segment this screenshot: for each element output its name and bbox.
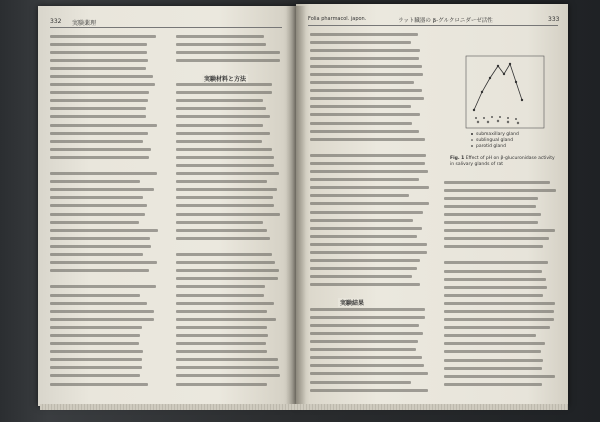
text-line [50, 226, 158, 234]
text-line [176, 178, 280, 186]
curve-submaxillary-points [473, 63, 523, 111]
text-line [310, 265, 430, 273]
text-line [50, 178, 158, 186]
text-line [176, 291, 280, 299]
text-line [310, 38, 430, 46]
text-line [310, 321, 430, 329]
text-line [50, 234, 158, 242]
left-header-rule [50, 27, 282, 28]
text-line [310, 160, 430, 168]
text-line [50, 372, 158, 380]
text-line [50, 242, 158, 250]
text-line [176, 210, 280, 218]
text-line [444, 178, 556, 186]
text-line [50, 218, 158, 226]
text-line [444, 316, 556, 324]
text-line [50, 380, 158, 388]
text-line [50, 129, 158, 137]
text-line [176, 275, 280, 283]
text-line [444, 340, 556, 348]
text-line [444, 267, 556, 275]
right-column-2-text [444, 178, 556, 396]
curve-sublingual-points [475, 116, 517, 120]
text-line [444, 308, 556, 316]
text-line [310, 168, 430, 176]
text-line [444, 324, 556, 332]
text-line [444, 243, 556, 251]
text-line [50, 32, 158, 40]
text-line [176, 32, 280, 40]
text-line [310, 208, 430, 216]
text-line [50, 275, 158, 283]
text-line [50, 194, 158, 202]
text-line [176, 267, 280, 275]
text-line [176, 40, 280, 48]
text-line [310, 257, 430, 265]
text-line [176, 299, 280, 307]
text-line [176, 186, 280, 194]
text-line [310, 103, 430, 111]
text-line [444, 283, 556, 291]
text-line [310, 273, 430, 281]
text-line [50, 170, 158, 178]
text-line [310, 240, 430, 248]
text-line [176, 97, 280, 105]
text-line [176, 48, 280, 56]
text-line [176, 340, 280, 348]
text-line [50, 81, 158, 89]
text-line [176, 121, 280, 129]
text-line [444, 259, 556, 267]
text-line [50, 186, 158, 194]
text-line [50, 202, 158, 210]
text-line [310, 200, 430, 208]
text-line [444, 227, 556, 235]
text-line [310, 289, 430, 297]
text-line [444, 291, 556, 299]
text-line [444, 210, 556, 218]
text-line [310, 143, 430, 151]
right-running-head: ラット臓器の β-グルクロニダーゼ活性 [398, 18, 493, 24]
text-line [444, 202, 556, 210]
text-line [176, 113, 280, 121]
text-line [310, 176, 430, 184]
text-line [50, 299, 158, 307]
text-line [50, 162, 158, 170]
text-line [310, 192, 430, 200]
text-line [50, 153, 158, 161]
right-page-number: 333 [548, 16, 560, 23]
text-line [176, 202, 280, 210]
text-line [310, 354, 430, 362]
text-line [50, 348, 158, 356]
text-line [444, 348, 556, 356]
text-line [444, 275, 556, 283]
text-line [176, 307, 280, 315]
text-line [176, 218, 280, 226]
right-header-rule [308, 25, 558, 26]
text-line [310, 111, 430, 119]
text-line [176, 259, 280, 267]
text-line [310, 70, 430, 78]
text-line [176, 331, 280, 339]
text-line [176, 315, 280, 323]
text-line [50, 331, 158, 339]
text-line [50, 283, 158, 291]
text-line [50, 307, 158, 315]
text-line [50, 113, 158, 121]
text-line [310, 386, 430, 394]
text-line [310, 184, 430, 192]
text-line [310, 95, 430, 103]
text-line [176, 137, 280, 145]
left-column-1-text [50, 32, 158, 396]
text-line [310, 313, 430, 321]
text-line [444, 235, 556, 243]
text-line [50, 137, 158, 145]
text-line [310, 378, 430, 386]
text-line [310, 305, 430, 313]
text-line [50, 72, 158, 80]
text-line [444, 218, 556, 226]
section-heading-results: 実験結果 [340, 300, 365, 307]
text-line [176, 129, 280, 137]
curve-parotid-points [477, 120, 519, 124]
text-line [176, 162, 280, 170]
text-line [310, 87, 430, 95]
text-line [444, 186, 556, 194]
text-line [50, 267, 158, 275]
page-edges [40, 404, 568, 410]
figure-caption-text: Effect of pH on β-glucuronidase activity in salivary glands of rat [450, 156, 555, 167]
left-column-2-text [176, 32, 280, 396]
text-line [310, 79, 430, 87]
text-line [50, 251, 158, 259]
text-line [310, 232, 430, 240]
text-line [50, 40, 158, 48]
left-page-number: 332 [50, 18, 62, 25]
text-line [176, 372, 280, 380]
text-line [176, 64, 280, 72]
text-line [310, 329, 430, 337]
legend-sublingual: sublingual gland [476, 138, 514, 143]
text-line [310, 216, 430, 224]
text-line [444, 332, 556, 340]
text-line [176, 242, 280, 250]
text-line [50, 323, 158, 331]
text-line [50, 145, 158, 153]
text-line [50, 315, 158, 323]
text-line [50, 89, 158, 97]
text-line [310, 54, 430, 62]
text-line [444, 251, 556, 259]
text-line [444, 299, 556, 307]
text-line [50, 121, 158, 129]
text-line [176, 251, 280, 259]
text-line [176, 234, 280, 242]
figure-legend-markers [471, 133, 473, 147]
text-line [310, 338, 430, 346]
text-line [176, 153, 280, 161]
text-line [176, 145, 280, 153]
text-line [176, 323, 280, 331]
text-line [310, 297, 430, 305]
text-line [310, 362, 430, 370]
right-journal-ref: Folia pharmacol. japon. [308, 16, 367, 22]
legend-parotid: parotid gland [476, 144, 506, 149]
text-line [444, 364, 556, 372]
text-line [50, 105, 158, 113]
text-line [444, 380, 556, 388]
text-line [310, 370, 430, 378]
text-line [50, 97, 158, 105]
text-line [176, 364, 280, 372]
text-line [310, 119, 430, 127]
text-line [176, 194, 280, 202]
text-line [176, 56, 280, 64]
text-line [176, 89, 280, 97]
text-line [310, 281, 430, 289]
text-line [176, 348, 280, 356]
left-running-head: 実験薬理 [72, 20, 97, 27]
figure-frame [466, 56, 544, 128]
text-line [310, 127, 430, 135]
text-line [50, 356, 158, 364]
text-line [444, 372, 556, 380]
figure-caption-label: Fig. 1 [450, 156, 465, 161]
text-line [176, 356, 280, 364]
text-line [50, 48, 158, 56]
right-column-1-text [310, 30, 430, 396]
text-line [176, 105, 280, 113]
text-line [444, 356, 556, 364]
text-line [50, 364, 158, 372]
text-line [310, 346, 430, 354]
book-gutter [286, 6, 306, 406]
text-line [50, 291, 158, 299]
text-line [176, 226, 280, 234]
text-line [50, 340, 158, 348]
text-line [176, 170, 280, 178]
text-line [310, 135, 430, 143]
figure-caption [450, 156, 556, 168]
text-line [176, 380, 280, 388]
text-line [310, 62, 430, 70]
text-line [310, 151, 430, 159]
text-line [50, 56, 158, 64]
text-line [310, 46, 430, 54]
curve-submaxillary [474, 64, 522, 110]
text-line [50, 259, 158, 267]
text-line [310, 30, 430, 38]
text-line [50, 64, 158, 72]
text-line [176, 283, 280, 291]
text-line [310, 249, 430, 257]
text-line [310, 224, 430, 232]
legend-submaxillary: submaxillary gland [476, 132, 519, 137]
section-heading-methods: 実験材料と方法 [204, 76, 247, 83]
text-line [444, 194, 556, 202]
text-line [50, 210, 158, 218]
